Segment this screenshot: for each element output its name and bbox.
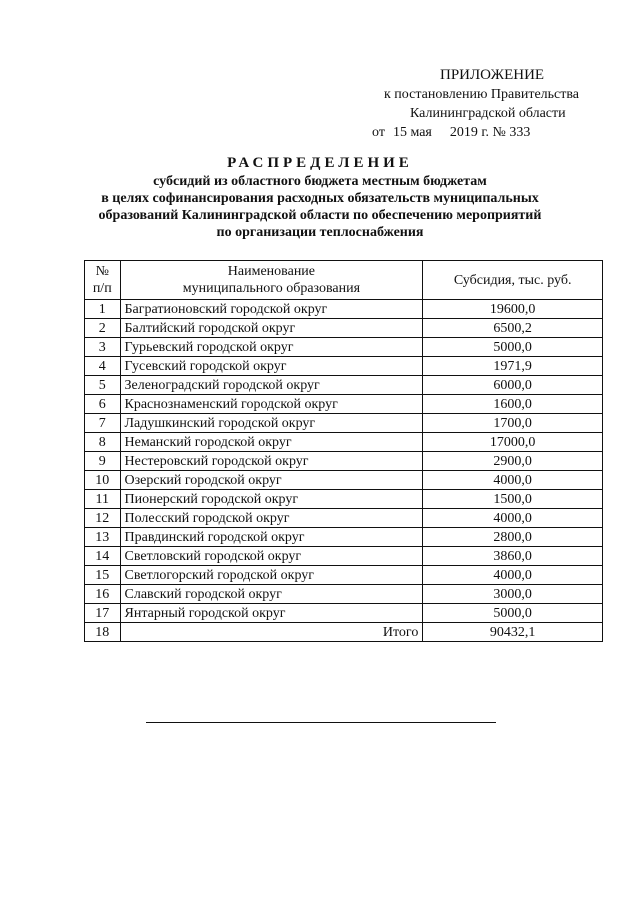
row-num: 5 <box>85 376 121 395</box>
row-name: Ладушкинский городской округ <box>120 414 423 433</box>
row-sum: 5000,0 <box>423 338 603 357</box>
row-sum: 1700,0 <box>423 414 603 433</box>
row-name: Гусевский городской округ <box>120 357 423 376</box>
header-name-line-2: муниципального образования <box>182 281 361 296</box>
row-name: Неманский городской округ <box>120 433 423 452</box>
header-name <box>120 261 423 300</box>
row-num: 15 <box>85 566 121 585</box>
document-title: РАСПРЕДЕЛЕНИЕ <box>227 155 413 171</box>
table-row <box>85 414 603 433</box>
row-name: Янтарный городской округ <box>120 604 423 623</box>
row-sum: 3000,0 <box>423 585 603 604</box>
attachment-resolution-line: к постановлению Правительства <box>384 87 580 102</box>
date-prefix: от <box>372 125 385 140</box>
row-num: 3 <box>85 338 121 357</box>
table-row <box>85 319 603 338</box>
row-num: 12 <box>85 509 121 528</box>
table-row <box>85 300 603 319</box>
table-row <box>85 452 603 471</box>
row-num: 10 <box>85 471 121 490</box>
table-row <box>85 547 603 566</box>
table-row <box>85 376 603 395</box>
row-num: 17 <box>85 604 121 623</box>
row-sum: 4000,0 <box>423 471 603 490</box>
table-row <box>85 395 603 414</box>
attachment-title: ПРИЛОЖЕНИЕ <box>440 67 545 83</box>
date-year-number: 2019 г. № 333 <box>449 125 531 140</box>
row-name: Гурьевский городской округ <box>120 338 423 357</box>
row-num: 2 <box>85 319 121 338</box>
row-name: Краснознаменский городской округ <box>120 395 423 414</box>
row-sum: 4000,0 <box>423 566 603 585</box>
header-num <box>85 261 121 300</box>
table-row <box>85 338 603 357</box>
document-subtitle-line-2: в целях софинансирования расходных обязательств муниципальных <box>101 191 539 206</box>
header-num-line-1: № <box>95 264 109 279</box>
row-num: 13 <box>85 528 121 547</box>
table-total-row <box>85 623 603 642</box>
row-sum: 1971,9 <box>423 357 603 376</box>
row-name: Светлогорский городской округ <box>120 566 423 585</box>
row-sum: 1600,0 <box>423 395 603 414</box>
attachment-region-line: Калининградской области <box>410 106 566 121</box>
header-sum: Субсидия, тыс. руб. <box>423 261 603 300</box>
attachment-block <box>360 66 610 142</box>
table-row <box>85 471 603 490</box>
table-row <box>85 433 603 452</box>
row-num: 8 <box>85 433 121 452</box>
document-subtitle-line-3: образований Калининградской области по обеспечению мероприятий <box>98 208 542 223</box>
row-sum: 2900,0 <box>423 452 603 471</box>
row-num: 1 <box>85 300 121 319</box>
row-num: 4 <box>85 357 121 376</box>
row-name: Пионерский городской округ <box>120 490 423 509</box>
total-sum: 90432,1 <box>423 623 603 642</box>
table-row <box>85 357 603 376</box>
row-num: 9 <box>85 452 121 471</box>
row-sum: 17000,0 <box>423 433 603 452</box>
total-num: 18 <box>85 623 121 642</box>
row-name: Правдинский городской округ <box>120 528 423 547</box>
row-num: 16 <box>85 585 121 604</box>
row-sum: 2800,0 <box>423 528 603 547</box>
row-sum: 4000,0 <box>423 509 603 528</box>
document-subtitle-line-4: по организации теплоснабжения <box>216 225 424 240</box>
row-sum: 6000,0 <box>423 376 603 395</box>
subsidy-table <box>84 260 603 642</box>
document-subtitle-line-1: субсидий из областного бюджета местным бюджетам <box>153 174 487 189</box>
table-row <box>85 528 603 547</box>
header-num-line-2: п/п <box>92 281 112 296</box>
document-heading <box>80 153 560 241</box>
row-sum: 19600,0 <box>423 300 603 319</box>
attachment-date-line <box>360 123 610 142</box>
row-sum: 3860,0 <box>423 547 603 566</box>
table-row <box>85 604 603 623</box>
row-name: Нестеровский городской округ <box>120 452 423 471</box>
row-name: Озерский городской округ <box>120 471 423 490</box>
date-day-month: 15 мая <box>392 125 432 140</box>
header-name-line-1: Наименование <box>227 264 316 279</box>
row-name: Багратионовский городской округ <box>120 300 423 319</box>
row-num: 14 <box>85 547 121 566</box>
row-name: Зеленоградский городской округ <box>120 376 423 395</box>
row-name: Светловский городской округ <box>120 547 423 566</box>
closing-rule-line <box>146 722 496 723</box>
row-num: 11 <box>85 490 121 509</box>
row-name: Полесский городской округ <box>120 509 423 528</box>
row-sum: 1500,0 <box>423 490 603 509</box>
table-row <box>85 585 603 604</box>
table-header-row <box>85 261 603 300</box>
row-name: Славский городской округ <box>120 585 423 604</box>
table-row <box>85 566 603 585</box>
row-num: 7 <box>85 414 121 433</box>
row-num: 6 <box>85 395 121 414</box>
table-row <box>85 490 603 509</box>
row-name: Балтийский городской округ <box>120 319 423 338</box>
total-label: Итого <box>120 623 423 642</box>
table-row <box>85 509 603 528</box>
row-sum: 5000,0 <box>423 604 603 623</box>
row-sum: 6500,2 <box>423 319 603 338</box>
